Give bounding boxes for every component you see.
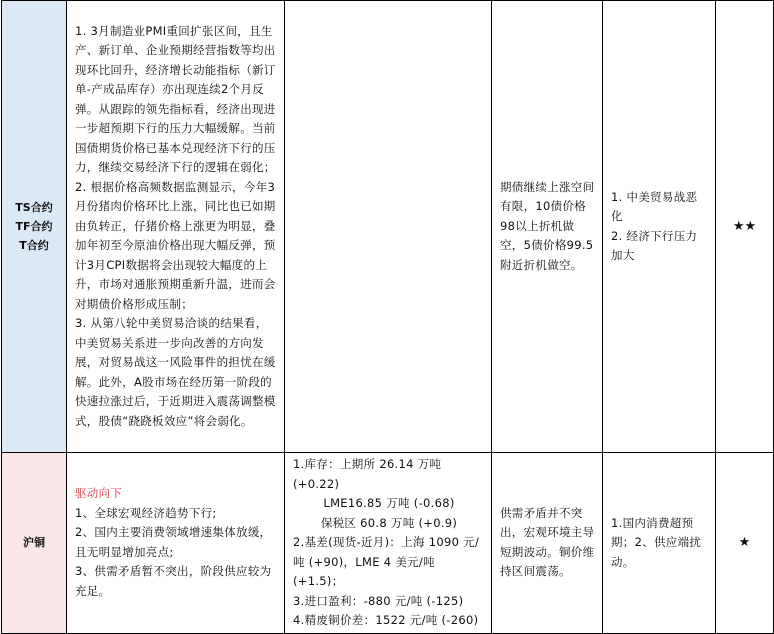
- analysis-paragraph: 3. 从第八轮中美贸易洽谈的结果看，中美贸易关系进一步向改善的方向发展，对贸易战这一风险事件的担忧在缓解。此外，A股市场在经历第一阶段的快速拉涨过后，于近期进入震荡调整模式，股债“跷跷板效应”将会弱化。: [75, 316, 276, 428]
- table-row-copper: [2, 453, 774, 634]
- contract-name-cell: [2, 1, 67, 453]
- contract-name-cell: [2, 453, 67, 634]
- data-cell: [285, 453, 492, 634]
- data-line: 保税区 60.8 万吨 (+0.9): [320, 515, 458, 530]
- table-row-bond: [2, 1, 774, 453]
- analysis-title: 驱动向下: [75, 486, 123, 501]
- risk-cell: [603, 1, 716, 453]
- risk-cell: [603, 453, 716, 634]
- contract-name-line: TF合约: [15, 220, 53, 233]
- data-line: 1.库存：上期所 26.14 万吨(+0.22): [293, 457, 442, 491]
- data-line: 2.基差(现货-近月)：上海 1090 元/吨 (+90)，LME 4 美元/吨(+1.5)；: [293, 535, 480, 588]
- analysis-paragraph: 1. 3月制造业PMI重回扩张区间，且生产、新订单、企业预期经营指数等均出现环比回升，经济增长动能指标（新订单-产成品库存）亦出现连续2个月反弹。从跟踪的领先指标看，经济出现进一步超预期下行的压力大幅缓解。当前国债期货价格已基本兑现经济下行的压力，继续交易经济下行的逻辑在弱化；: [75, 23, 276, 175]
- analysis-cell: [67, 1, 285, 453]
- rating-stars: ★: [738, 535, 751, 550]
- risk-item: 2. 经济下行压力加大: [611, 228, 698, 262]
- view-text: 期债继续上涨空间有限，10债价格98以上折机做空，5债价格99.5附近折机做空。: [500, 179, 595, 272]
- view-text: 供需矛盾并不突出，宏观环境主导短期波动。铜价维持区间震荡。: [500, 505, 595, 579]
- data-line: 4.精废铜价差：1522 元/吨 (-260): [293, 613, 479, 627]
- risk-item: 1. 中美贸易战恶化: [611, 189, 698, 223]
- analysis-paragraph: 2、国内主要消费领域增速集体放缓，且无明显增加亮点;: [75, 525, 272, 559]
- analysis-cell: [67, 453, 285, 634]
- contract-name-line: 沪铜: [23, 536, 45, 550]
- view-cell: [492, 1, 603, 453]
- contract-name-line: T合约: [19, 239, 49, 252]
- analysis-paragraph: 3、供需矛盾暂不突出，阶段供应较为充足。: [75, 564, 272, 598]
- analysis-paragraph: 2. 根据价格高频数据监测显示，今年3月份猪肉价格环比上涨，同比也已如期由负转正，仔猪价格上涨更为明显，叠加年初至今原油价格出现大幅反弹，预计3月CPI数据将会出现较大幅度的上升，市场对通胀预期重新升温，进而会对期债价格形成压制；: [75, 179, 276, 311]
- data-line: 3.进口盈利：-880 元/吨 (-125): [293, 593, 464, 608]
- analysis-paragraph: 1、全球宏观经济趋势下行;: [75, 505, 217, 520]
- data-cell: [285, 1, 492, 453]
- view-cell: [492, 453, 603, 634]
- data-line: LME16.85 万吨 (-0.68): [323, 496, 455, 510]
- risk-item: 1.国内消费超预期；2、供应端扰动。: [611, 515, 702, 569]
- contract-name-line: TS合约: [15, 201, 53, 214]
- rating-stars: ★★: [732, 218, 757, 234]
- rating-cell: [716, 453, 774, 634]
- rating-cell: [716, 1, 774, 453]
